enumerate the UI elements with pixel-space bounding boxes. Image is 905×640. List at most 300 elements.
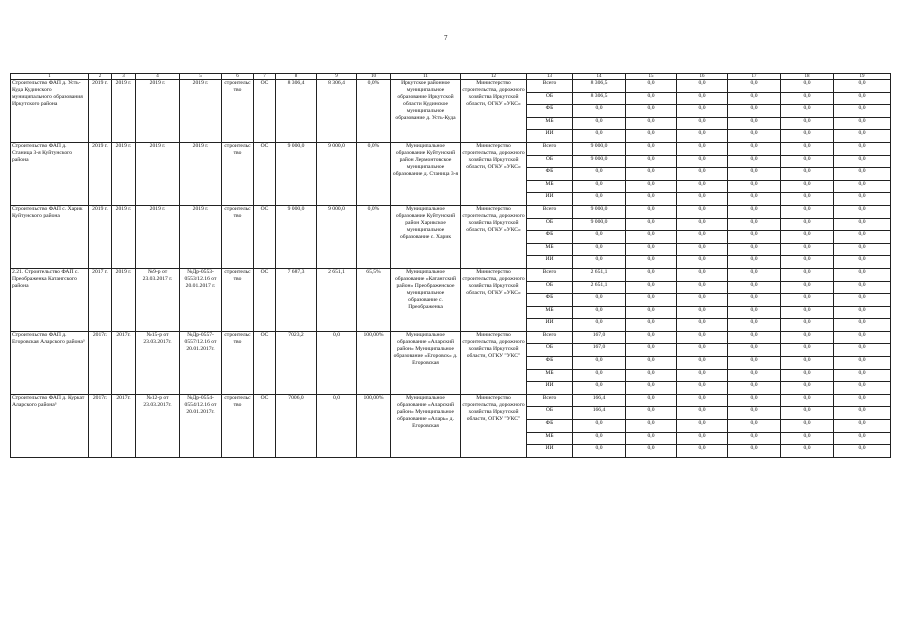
funding-value: 0,0 — [834, 105, 891, 118]
funding-value: 0,0 — [728, 243, 781, 256]
funding-value: 0,0 — [781, 306, 834, 319]
funding-value: 0,0 — [781, 432, 834, 445]
funding-value: 0,0 — [781, 180, 834, 193]
column-number-1: 1 — [11, 74, 89, 80]
funding-value: 0,0 — [834, 142, 891, 155]
start-year: 2019 г. — [89, 80, 112, 143]
remaining-cost: 9 000,0 — [317, 205, 357, 268]
funding-value: 0,0 — [728, 306, 781, 319]
column-number-7: 7 — [254, 74, 276, 80]
column-number-16: 16 — [677, 74, 728, 80]
funding-value: 0,0 — [834, 92, 891, 105]
funding-value: 0,0 — [677, 105, 728, 118]
municipality: Муниципальное образование «Аларский район» Муниципальное образование «Егоровск» д. Егоровская — [391, 331, 461, 394]
municipality: Муниципальное образование «Катангский район» Преображенское муниципальное образование с. Преображенка — [391, 268, 461, 331]
funding-value: 0,0 — [728, 142, 781, 155]
funding-value: 2 651,1 — [573, 281, 626, 294]
funding-value: 0,0 — [834, 394, 891, 407]
funding-value: 0,0 — [626, 432, 677, 445]
funding-value: 9 000,0 — [573, 142, 626, 155]
funding-value: 0,0 — [834, 180, 891, 193]
funding-value: 0,0 — [781, 105, 834, 118]
funding-value: 0,0 — [781, 394, 834, 407]
start-year: 2017г. — [89, 331, 112, 394]
start-year: 2019 г. — [89, 205, 112, 268]
investment-table — [10, 73, 891, 458]
object-name: Строительство ФАП д. Егоровская Аларского района³ — [11, 331, 89, 394]
funding-value: 0,0 — [834, 155, 891, 168]
responsible-agency: Министерство строительства, дорожного хозяйства Иркутской области, ОГКУ «УКС» — [461, 205, 527, 268]
funding-value: 0,0 — [626, 80, 677, 93]
object-name: 2.21. Строительство ФАП с. Преображенка Катангского района — [11, 268, 89, 331]
funding-source: МБ — [527, 243, 573, 256]
funding-value: 0,0 — [781, 92, 834, 105]
remaining-cost: 9 000,0 — [317, 142, 357, 205]
funding-value: 0,0 — [728, 180, 781, 193]
responsible-agency: Министерство строительства, дорожного хозяйства Иркутской области, ОГКУ «УКС» — [461, 142, 527, 205]
end-year: 2019 г. — [112, 142, 136, 205]
funding-value: 0,0 — [626, 105, 677, 118]
funding-value: 0,0 — [677, 130, 728, 143]
funding-value: 0,0 — [677, 243, 728, 256]
funding-source: ОБ — [527, 344, 573, 357]
funding-value: 0,0 — [677, 445, 728, 458]
municipality: Муниципальное образование «Аларский район» Муниципальное образование «Аларь» д. Егоровская — [391, 394, 461, 457]
funding-value: 0,0 — [834, 80, 891, 93]
funding-value: 0,0 — [573, 243, 626, 256]
funding-source: ИИ — [527, 382, 573, 395]
funding-value: 0,0 — [626, 306, 677, 319]
object-name: Строительство ФАП д. Куркат Аларского района³ — [11, 394, 89, 457]
funding-value: 0,0 — [626, 445, 677, 458]
funding-value: 0,0 — [626, 357, 677, 370]
column-number-12: 12 — [461, 74, 527, 80]
funding-value: 0,0 — [677, 231, 728, 244]
work-type: строительс тво — [222, 80, 254, 143]
document-ref: 2019 г. — [180, 80, 222, 143]
funding-source: ФБ — [527, 420, 573, 433]
funding-value: 166,4 — [573, 394, 626, 407]
funding-value: 0,0 — [677, 268, 728, 281]
column-number-11: 11 — [391, 74, 461, 80]
municipality: Муниципальное образование Куйтунский район Харикское муниципальное образование с. Харик — [391, 205, 461, 268]
funding-value: 0,0 — [626, 319, 677, 332]
funding-source: ИИ — [527, 130, 573, 143]
end-year: 2019 г. — [112, 205, 136, 268]
readiness-percent: 100,00% — [357, 394, 391, 457]
object-name: Строительство ФАП д. Станица 3-я Куйтунского района — [11, 142, 89, 205]
work-code: ОС — [254, 394, 276, 457]
readiness-percent: 0,0% — [357, 142, 391, 205]
funding-source: ФБ — [527, 105, 573, 118]
table-row — [11, 331, 891, 344]
funding-value: 0,0 — [677, 407, 728, 420]
funding-value: 0,0 — [728, 331, 781, 344]
column-number-17: 17 — [728, 74, 781, 80]
funding-value: 0,0 — [781, 80, 834, 93]
table-row — [11, 394, 891, 407]
column-number-6: 6 — [222, 74, 254, 80]
document-ref: №Др-0553-0553/12.16 от 20.01.2017 г. — [180, 268, 222, 331]
funding-value: 0,0 — [573, 432, 626, 445]
funding-source: ФБ — [527, 294, 573, 307]
funding-value: 0,0 — [834, 344, 891, 357]
funding-value: 167,0 — [573, 331, 626, 344]
funding-value: 0,0 — [781, 281, 834, 294]
funding-value: 0,0 — [626, 218, 677, 231]
total-cost: 8 306,4 — [276, 80, 317, 143]
work-type: строительс тво — [222, 331, 254, 394]
column-number-5: 5 — [180, 74, 222, 80]
funding-value: 0,0 — [677, 382, 728, 395]
funding-value: 0,0 — [728, 382, 781, 395]
funding-value: 0,0 — [728, 130, 781, 143]
funding-value: 0,0 — [626, 168, 677, 181]
funding-value: 0,0 — [728, 294, 781, 307]
funding-value: 2 651,1 — [573, 268, 626, 281]
funding-source: ОБ — [527, 407, 573, 420]
readiness-percent: 0,0% — [357, 80, 391, 143]
funding-value: 0,0 — [573, 105, 626, 118]
funding-value: 0,0 — [834, 445, 891, 458]
funding-source: Всего — [527, 80, 573, 93]
order-ref: 2019 г. — [136, 142, 180, 205]
funding-source: ИИ — [527, 256, 573, 269]
work-code: ОС — [254, 80, 276, 143]
funding-value: 9 000,0 — [573, 205, 626, 218]
end-year: 2017г. — [112, 331, 136, 394]
funding-value: 0,0 — [677, 420, 728, 433]
funding-value: 0,0 — [677, 319, 728, 332]
funding-source: ОБ — [527, 281, 573, 294]
order-ref: №12-р от 23.03.2017г. — [136, 394, 180, 457]
funding-source: Всего — [527, 394, 573, 407]
funding-value: 0,0 — [677, 155, 728, 168]
funding-value: 0,0 — [573, 256, 626, 269]
funding-value: 0,0 — [834, 294, 891, 307]
funding-value: 8 306,5 — [573, 80, 626, 93]
funding-value: 0,0 — [781, 407, 834, 420]
funding-value: 0,0 — [677, 193, 728, 206]
funding-value: 0,0 — [626, 180, 677, 193]
funding-value: 0,0 — [677, 344, 728, 357]
funding-value: 0,0 — [834, 432, 891, 445]
funding-value: 0,0 — [728, 80, 781, 93]
funding-value: 0,0 — [573, 231, 626, 244]
funding-value: 0,0 — [677, 142, 728, 155]
funding-value: 0,0 — [834, 382, 891, 395]
funding-value: 0,0 — [728, 92, 781, 105]
column-number-14: 14 — [573, 74, 626, 80]
funding-value: 0,0 — [626, 394, 677, 407]
funding-value: 0,0 — [677, 432, 728, 445]
funding-value: 0,0 — [834, 218, 891, 231]
funding-value: 0,0 — [573, 168, 626, 181]
readiness-percent: 100,00% — [357, 331, 391, 394]
funding-source: ФБ — [527, 357, 573, 370]
funding-value: 0,0 — [573, 117, 626, 130]
funding-value: 0,0 — [781, 168, 834, 181]
table-row — [11, 142, 891, 155]
funding-value: 0,0 — [781, 344, 834, 357]
funding-value: 0,0 — [834, 268, 891, 281]
end-year: 2019 г. — [112, 268, 136, 331]
funding-value: 0,0 — [781, 142, 834, 155]
funding-value: 0,0 — [834, 243, 891, 256]
funding-source: МБ — [527, 306, 573, 319]
funding-value: 0,0 — [728, 117, 781, 130]
funding-value: 0,0 — [677, 306, 728, 319]
funding-value: 0,0 — [677, 92, 728, 105]
funding-value: 0,0 — [781, 117, 834, 130]
funding-value: 0,0 — [728, 205, 781, 218]
funding-value: 0,0 — [677, 218, 728, 231]
funding-source: МБ — [527, 180, 573, 193]
document-ref: 2019 г. — [180, 142, 222, 205]
funding-source: МБ — [527, 369, 573, 382]
column-number-9: 9 — [317, 74, 357, 80]
funding-value: 0,0 — [781, 268, 834, 281]
funding-value: 0,0 — [626, 117, 677, 130]
funding-value: 0,0 — [626, 344, 677, 357]
funding-value: 0,0 — [677, 357, 728, 370]
table-row — [11, 268, 891, 281]
end-year: 2019 г. — [112, 80, 136, 143]
order-ref: №15-р от 23.03.2017г. — [136, 331, 180, 394]
responsible-agency: Министерство строительства, дорожного хозяйства Иркутской области, ОГКУ «УКС» — [461, 268, 527, 331]
funding-value: 0,0 — [781, 205, 834, 218]
funding-value: 0,0 — [677, 281, 728, 294]
funding-value: 0,0 — [573, 357, 626, 370]
funding-value: 0,0 — [728, 155, 781, 168]
funding-value: 0,0 — [573, 319, 626, 332]
funding-value: 0,0 — [728, 218, 781, 231]
work-code: ОС — [254, 205, 276, 268]
funding-source: ИИ — [527, 445, 573, 458]
funding-value: 0,0 — [677, 205, 728, 218]
column-number-15: 15 — [626, 74, 677, 80]
funding-value: 0,0 — [728, 407, 781, 420]
funding-value: 0,0 — [728, 193, 781, 206]
funding-value: 0,0 — [573, 294, 626, 307]
table-row — [11, 80, 891, 93]
start-year: 2017г. — [89, 394, 112, 457]
funding-value: 0,0 — [626, 281, 677, 294]
funding-value: 0,0 — [626, 130, 677, 143]
funding-value: 0,0 — [834, 281, 891, 294]
funding-value: 0,0 — [626, 231, 677, 244]
funding-value: 0,0 — [781, 130, 834, 143]
funding-value: 0,0 — [781, 256, 834, 269]
funding-value: 0,0 — [728, 231, 781, 244]
funding-value: 0,0 — [781, 369, 834, 382]
responsible-agency: Министерство строительства, дорожного хозяйства Иркутской области, ОГКУ "УКС" — [461, 331, 527, 394]
funding-value: 0,0 — [573, 306, 626, 319]
funding-value: 8 306,5 — [573, 92, 626, 105]
funding-value: 0,0 — [728, 168, 781, 181]
column-number-18: 18 — [781, 74, 834, 80]
funding-value: 0,0 — [728, 105, 781, 118]
funding-source: МБ — [527, 117, 573, 130]
remaining-cost: 2 651,1 — [317, 268, 357, 331]
document-ref: №Др-0554-0554/12.16 от 20.01.2017г. — [180, 394, 222, 457]
funding-source: ФБ — [527, 231, 573, 244]
funding-value: 0,0 — [728, 268, 781, 281]
funding-source: ИИ — [527, 193, 573, 206]
funding-value: 0,0 — [781, 193, 834, 206]
funding-value: 0,0 — [834, 319, 891, 332]
funding-value: 0,0 — [626, 256, 677, 269]
work-code: ОС — [254, 268, 276, 331]
funding-value: 0,0 — [834, 168, 891, 181]
remaining-cost: 8 306,4 — [317, 80, 357, 143]
column-number-10: 10 — [357, 74, 391, 80]
end-year: 2017г. — [112, 394, 136, 457]
funding-value: 0,0 — [677, 80, 728, 93]
work-code: ОС — [254, 142, 276, 205]
readiness-percent: 65,5% — [357, 268, 391, 331]
funding-value: 0,0 — [677, 394, 728, 407]
total-cost: 7006,0 — [276, 394, 317, 457]
funding-value: 0,0 — [834, 231, 891, 244]
funding-value: 0,0 — [677, 256, 728, 269]
funding-value: 0,0 — [728, 369, 781, 382]
funding-value: 0,0 — [626, 205, 677, 218]
funding-value: 0,0 — [573, 445, 626, 458]
remaining-cost: 0,0 — [317, 331, 357, 394]
funding-value: 0,0 — [728, 394, 781, 407]
funding-value: 166,4 — [573, 407, 626, 420]
funding-source: ОБ — [527, 92, 573, 105]
funding-value: 0,0 — [626, 268, 677, 281]
funding-value: 0,0 — [728, 256, 781, 269]
funding-value: 0,0 — [626, 420, 677, 433]
column-number-19: 19 — [834, 74, 891, 80]
funding-value: 0,0 — [573, 180, 626, 193]
funding-value: 0,0 — [834, 407, 891, 420]
funding-value: 0,0 — [781, 294, 834, 307]
funding-value: 0,0 — [728, 281, 781, 294]
work-type: строительс тво — [222, 394, 254, 457]
funding-value: 0,0 — [626, 382, 677, 395]
funding-value: 0,0 — [573, 130, 626, 143]
column-number-4: 4 — [136, 74, 180, 80]
funding-value: 0,0 — [834, 420, 891, 433]
funding-value: 0,0 — [573, 369, 626, 382]
funding-value: 0,0 — [626, 92, 677, 105]
funding-value: 0,0 — [728, 319, 781, 332]
responsible-agency: Министерство строительства, дорожного хозяйства Иркутской области, ОГКУ «УКС» — [461, 80, 527, 143]
total-cost: 9 000,0 — [276, 142, 317, 205]
funding-value: 0,0 — [781, 445, 834, 458]
responsible-agency: Министерство строительства, дорожного хозяйства Иркутской области, ОГКУ "УКС" — [461, 394, 527, 457]
total-cost: 7 687,3 — [276, 268, 317, 331]
object-name: Строительство ФАП д. Усть-Куда Кудинского муниципального образования Иркутского района — [11, 80, 89, 143]
funding-value: 0,0 — [728, 432, 781, 445]
readiness-percent: 0,0% — [357, 205, 391, 268]
funding-value: 0,0 — [626, 155, 677, 168]
funding-value: 0,0 — [834, 193, 891, 206]
order-ref: 2019 г. — [136, 80, 180, 143]
funding-value: 0,0 — [834, 331, 891, 344]
funding-value: 0,0 — [781, 420, 834, 433]
remaining-cost: 0,0 — [317, 394, 357, 457]
funding-value: 0,0 — [728, 344, 781, 357]
funding-value: 0,0 — [781, 218, 834, 231]
document-ref: №Др-0557-0557/12.16 от 20.01.2017г. — [180, 331, 222, 394]
funding-value: 0,0 — [781, 231, 834, 244]
funding-value: 0,0 — [781, 357, 834, 370]
work-type: строительс тво — [222, 205, 254, 268]
funding-value: 0,0 — [626, 193, 677, 206]
funding-value: 0,0 — [834, 306, 891, 319]
funding-source: ОБ — [527, 218, 573, 231]
funding-value: 0,0 — [677, 180, 728, 193]
total-cost: 7023,2 — [276, 331, 317, 394]
total-cost: 9 000,0 — [276, 205, 317, 268]
funding-value: 0,0 — [834, 357, 891, 370]
funding-source: Всего — [527, 142, 573, 155]
funding-value: 0,0 — [834, 205, 891, 218]
funding-value: 0,0 — [834, 117, 891, 130]
work-type: строительс тво — [222, 142, 254, 205]
funding-source: Всего — [527, 331, 573, 344]
funding-value: 0,0 — [626, 294, 677, 307]
start-year: 2019 г. — [89, 142, 112, 205]
funding-source: ФБ — [527, 168, 573, 181]
table-row — [11, 205, 891, 218]
funding-source: ИИ — [527, 319, 573, 332]
funding-value: 0,0 — [728, 420, 781, 433]
funding-value: 0,0 — [677, 117, 728, 130]
funding-value: 0,0 — [781, 382, 834, 395]
funding-source: Всего — [527, 268, 573, 281]
funding-value: 0,0 — [677, 369, 728, 382]
order-ref: 2019 г. — [136, 205, 180, 268]
funding-value: 0,0 — [677, 294, 728, 307]
funding-value: 0,0 — [834, 369, 891, 382]
start-year: 2017 г. — [89, 268, 112, 331]
funding-value: 167,0 — [573, 344, 626, 357]
municipality: Муниципальное образование Куйтунский район Лермонтовское муниципальное образование д. Станица 3-я — [391, 142, 461, 205]
municipality: Иркутское районное муниципальное образование Иркутской области Кудинское муниципальное образование д. Усть-Куда — [391, 80, 461, 143]
object-name: Строительство ФАП с. Харик Куйтунского района — [11, 205, 89, 268]
funding-value: 0,0 — [834, 256, 891, 269]
document-ref: 2019 г. — [180, 205, 222, 268]
funding-value: 0,0 — [728, 445, 781, 458]
column-number-13: 13 — [527, 74, 573, 80]
funding-value: 0,0 — [626, 369, 677, 382]
funding-value: 0,0 — [781, 319, 834, 332]
funding-value: 0,0 — [677, 168, 728, 181]
funding-value: 0,0 — [728, 357, 781, 370]
funding-value: 0,0 — [834, 130, 891, 143]
page-number: 7 — [444, 34, 448, 42]
column-number-2: 2 — [89, 74, 112, 80]
funding-value: 0,0 — [781, 155, 834, 168]
funding-value: 0,0 — [626, 331, 677, 344]
work-code: ОС — [254, 331, 276, 394]
funding-source: ОБ — [527, 155, 573, 168]
funding-source: Всего — [527, 205, 573, 218]
funding-value: 9 000,0 — [573, 155, 626, 168]
funding-value: 0,0 — [781, 331, 834, 344]
funding-value: 0,0 — [677, 331, 728, 344]
column-number-3: 3 — [112, 74, 136, 80]
funding-source: МБ — [527, 432, 573, 445]
order-ref: №9-р от 23.03.2017 г. — [136, 268, 180, 331]
work-type: строительс тво — [222, 268, 254, 331]
